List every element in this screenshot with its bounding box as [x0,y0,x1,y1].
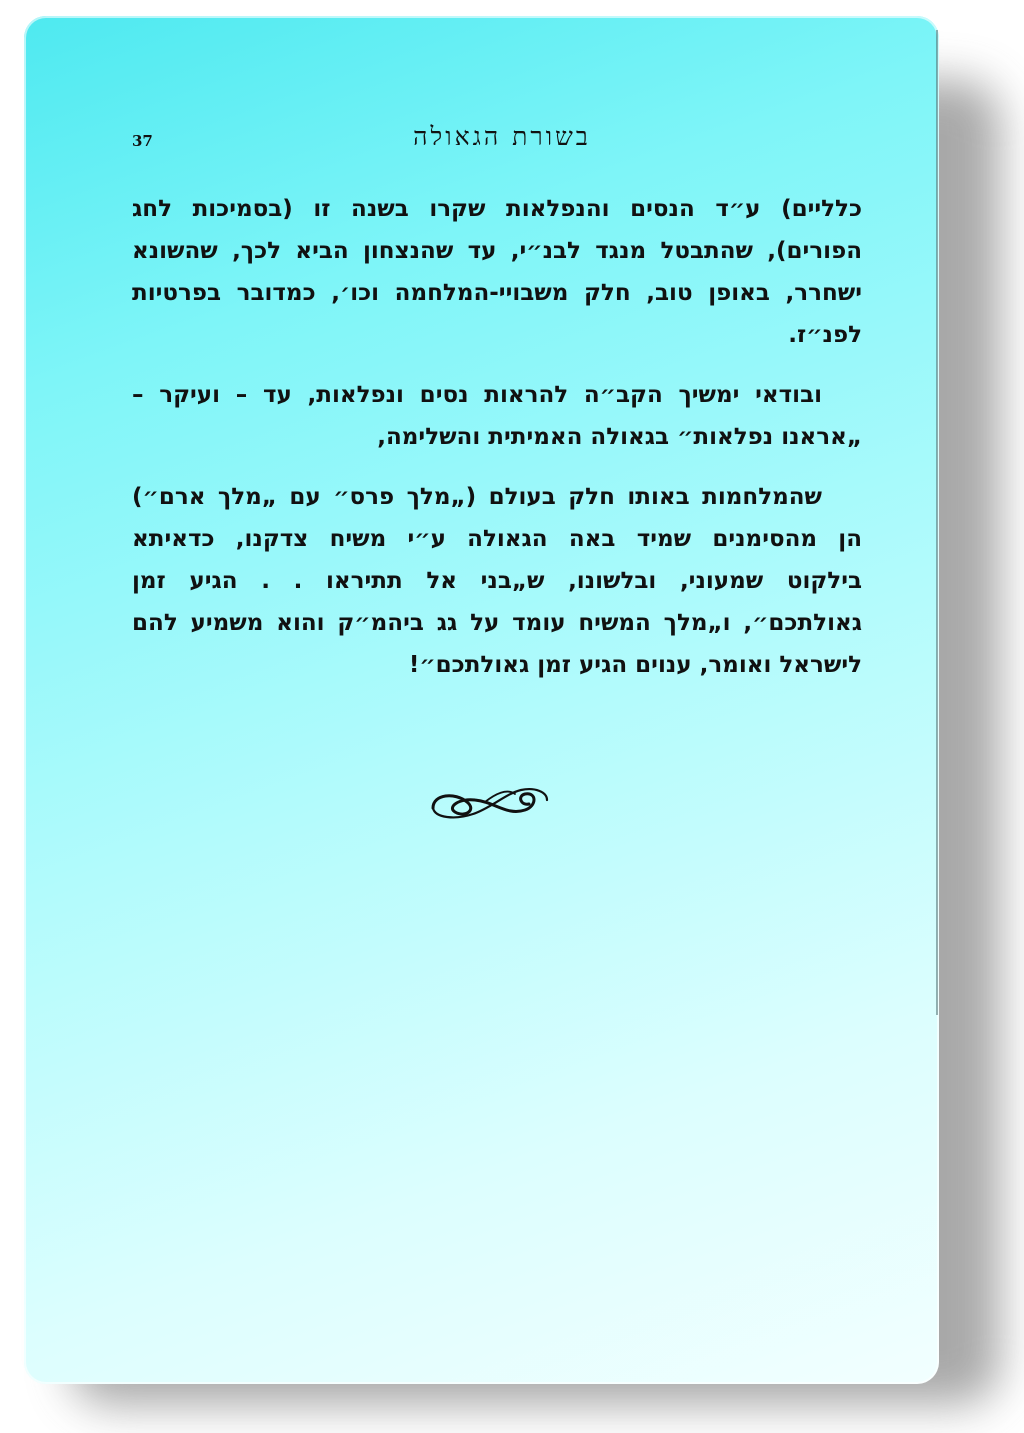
paragraph-gap [132,458,862,476]
page-title: בשורת הגאולה [413,122,591,151]
paragraph-1 [132,188,862,356]
page-binding-line [936,30,938,1015]
text-line: הן מהסימנים שמיד באה הגאולה ע״י משיח צדקנו, כדאיתא [132,526,862,552]
text-line: לפנ״ז. [788,322,862,348]
text-line: „אראנו נפלאות״ בגאולה האמיתית והשלימה, [377,424,862,450]
text-line: לישראל ואומר, ענוים הגיע זמן גאולתכם״! [408,652,862,678]
paragraph-gap [132,356,862,374]
body-text [132,188,862,686]
text-line: גאולתכם״, ו„מלך המשיח עומד על גג ביהמ״ק והוא משמיע להם [132,610,862,636]
text-line: ישחרר, באופן טוב, חלק משבויי-המלחמה וכו׳, כמדובר בפרטיות [132,280,862,306]
paragraph-3 [132,476,862,686]
page-number: 37 [132,132,153,150]
paragraph-2 [132,374,862,458]
text-line: ובודאי ימשיך הקב״ה להראות נסים ונפלאות, עד – ועיקר – [132,382,822,408]
running-head [132,122,862,162]
text-line: שהמלחמות באותו חלק בעולם („מלך פרס״ עם „מלך ארם״) [132,484,822,510]
flourish-ornament-icon [425,780,555,830]
text-line: כלליים) ע״ד הנסים והנפלאות שקרו בשנה זו (בסמיכות לחג [132,196,862,222]
text-line: הפורים), שהתבטל מנגד לבנ״י, עד שהנצחון הביא לכך, שהשונא [132,238,862,264]
text-line: בילקוט שמעוני, ובלשונו, ש„בני אל תתיראו . . הגיע זמן [132,568,862,594]
